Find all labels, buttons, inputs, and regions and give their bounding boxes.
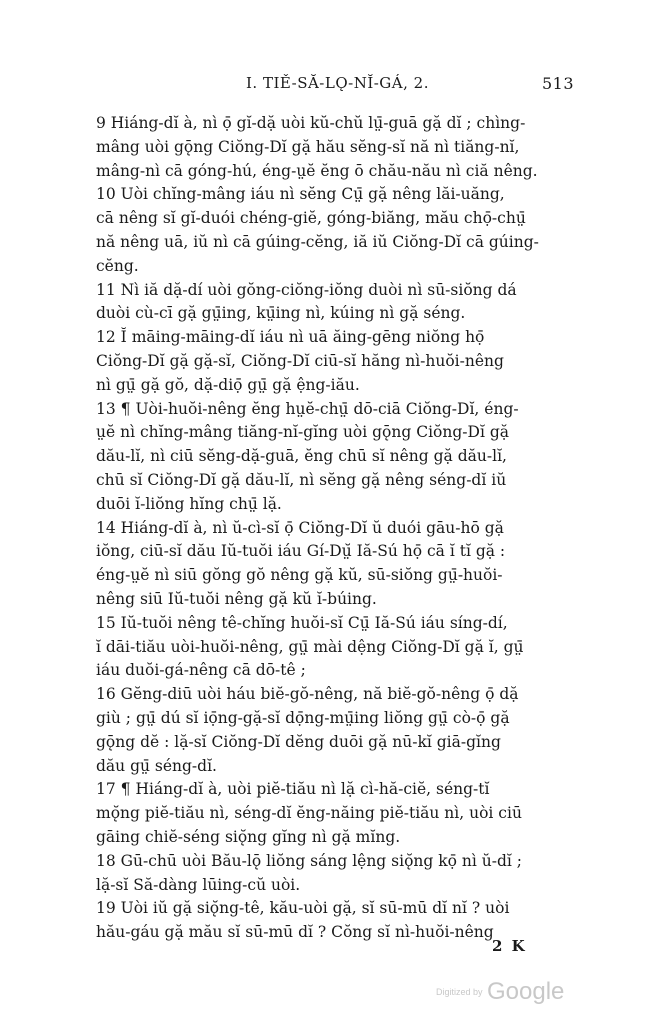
text-line: 16 Gĕng-diū uòi háu biĕ-gŏ-nêng, nă biĕ-gŏ-nêng ọ̄ dặ [96,685,519,704]
text-line: nă nêng uā, iŭ nì cā gúing-cĕng, iă iŭ Ciŏng-Dĭ cā gúing- [96,232,539,251]
text-line: hău-gáu gặ mău sĭ sū-mū dĭ ? Cŏng sĭ nì-huŏi-nêng [96,923,494,942]
text-line: nì gṳ̄ gặ gŏ, dặ-diọ̄ gṳ̄ gặ ệng-iău. [96,375,360,394]
text-line: cĕng. [96,256,139,275]
text-line: 14 Hiáng-dĭ à, nì ŭ-cì-sĭ ọ̄ Ciŏng-Dĭ ŭ duói gāu-hō gặ [96,518,504,537]
digitized-by-watermark [436,978,564,1006]
text-line: mǫ̆ng piĕ-tiău nì, séng-dĭ ĕng-năing piĕ-tiău nì, uòi ciū [96,804,522,823]
text-line: 10 Uòi chĭng-mâng iáu nì sĕng Cṳ̄ gặ nêng lăi-uăng, [96,185,505,204]
text-line: 12 Ĭ māing-māing-dĭ iáu nì uā ăing-gēng niŏng họ̄ [96,328,485,347]
page-number: 513 [541,74,574,93]
text-line: dău-lĭ, nì ciū sĕng-dặ-guā, ĕng chū sĭ nêng gặ dău-lĭ, [96,447,507,466]
text-line: 9 Hiáng-dĭ à, nì ọ̄ gĭ-dặ uòi kŭ-chŭ lṳ̄-guā gặ dĭ ; chìng- [96,114,526,132]
text-line: dău gṳ̄ séng-dĭ. [96,756,217,775]
text-line: duòi cù-cī gặ gṳ̄ing, kṳ̄ing nì, kúing nì gặ séng. [96,304,466,323]
text-line: 11 Nì iă dặ-dí uòi gŏng-ciŏng-iŏng duòi nì sū-siŏng dá [96,280,517,299]
text-line: mâng-nì cā góng-hú, éng-ṳĕ ĕng ō chău-nău nì ciă nêng. [96,161,538,180]
google-logo: Google [486,978,565,1005]
text-line: iáu duŏi-gá-nêng cā dō-tê ; [96,661,306,680]
text-line: chū sĭ Ciŏng-Dĭ gặ dău-lĭ, nì sĕng gặ nêng séng-dĭ iŭ [96,470,507,489]
text-line: gǭng dĕ : lặ-sĭ Ciŏng-Dĭ dĕng duōi gặ nū-kĭ giā-gĭng [96,732,501,751]
text-line: 17 ¶ Hiáng-dĭ à, uòi piĕ-tiău nì lặ cì-hă-ciĕ, séng-tĭ [96,780,490,799]
text-line: cā nêng sĭ gĭ-duói chéng-giĕ, góng-biăng, mău chọ̄-chṳ̄ [96,209,526,228]
text-line: 13 ¶ Uòi-huŏi-nêng ĕng hṳĕ-chṳ̄ dō-ciā Ciŏng-Dĭ, éng- [96,399,519,418]
text-line: iŏng, ciū-sĭ dău Iŭ-tuŏi iáu Gí-Dṳ̆ Iă-Sú họ̄ cā ĭ tĭ gặ : [96,542,506,561]
body-text [96,112,574,945]
text-line: ĭ dāi-tiău uòi-huŏi-nêng, gṳ̄ mài dệng Ciŏng-Dĭ gặ ĭ, gṳ̄ [96,637,524,656]
text-line: 18 Gū-chū uòi Bău-lǭ liŏng sáng lệng siǫ̆ng kọ̄ nì ŭ-dĭ ; [96,851,523,870]
running-title: I. TIĚ-SĂ-LǪ-NĬ-GÁ, 2. [246,74,429,92]
signature-mark: 2 K [492,937,527,955]
page-header [96,74,574,98]
text-line: 19 Uòi iŭ gặ siǫ̆ng-tê, kău-uòi gặ, sĭ sū-mū dĭ nĭ ? uòi [96,899,510,918]
text-line: ṳĕ nì chĭng-mâng tiăng-nĭ-gĭng uòi gǭng Ciŏng-Dĭ gặ [96,423,509,442]
text-line: giù ; gṳ̄ dú sĭ iọ̄ng-gặ-sĭ dọ̄ng-mṳ̄ing liŏng gṳ̄ cò-ọ̄ gặ [96,708,510,727]
text-line: lặ-sĭ Să-dàng lūing-cŭ uòi. [96,875,301,894]
text-line: 15 Iŭ-tuŏi nêng tê-chĭng huŏi-sĭ Cṳ̄ Iă-Sú iáu síng-dí, [96,613,508,632]
digitized-by-label: Digitized by [436,987,483,997]
text-line: éng-ṳĕ nì siū gŏng gŏ nêng gặ kŭ, sū-siŏng gṳ̄-huŏi- [96,566,503,585]
text-line: gāing chiĕ-séng siǫ̆ng gĭng nì gặ mĭng. [96,827,401,846]
text-line: nêng siū Iŭ-tuŏi nêng gặ kŭ ĭ-búing. [96,589,377,608]
text-line: mâng uòi gǭng Ciŏng-Dĭ gặ hău sĕng-sĭ nă nì tiăng-nĭ, [96,137,520,156]
text-line: Ciŏng-Dĭ gặ gặ-sĭ, Ciŏng-Dĭ ciū-sĭ hăng nì-huŏi-nêng [96,351,504,370]
text-line: duōi ĭ-liŏng hĭng chṳ̄ lặ. [96,494,282,513]
